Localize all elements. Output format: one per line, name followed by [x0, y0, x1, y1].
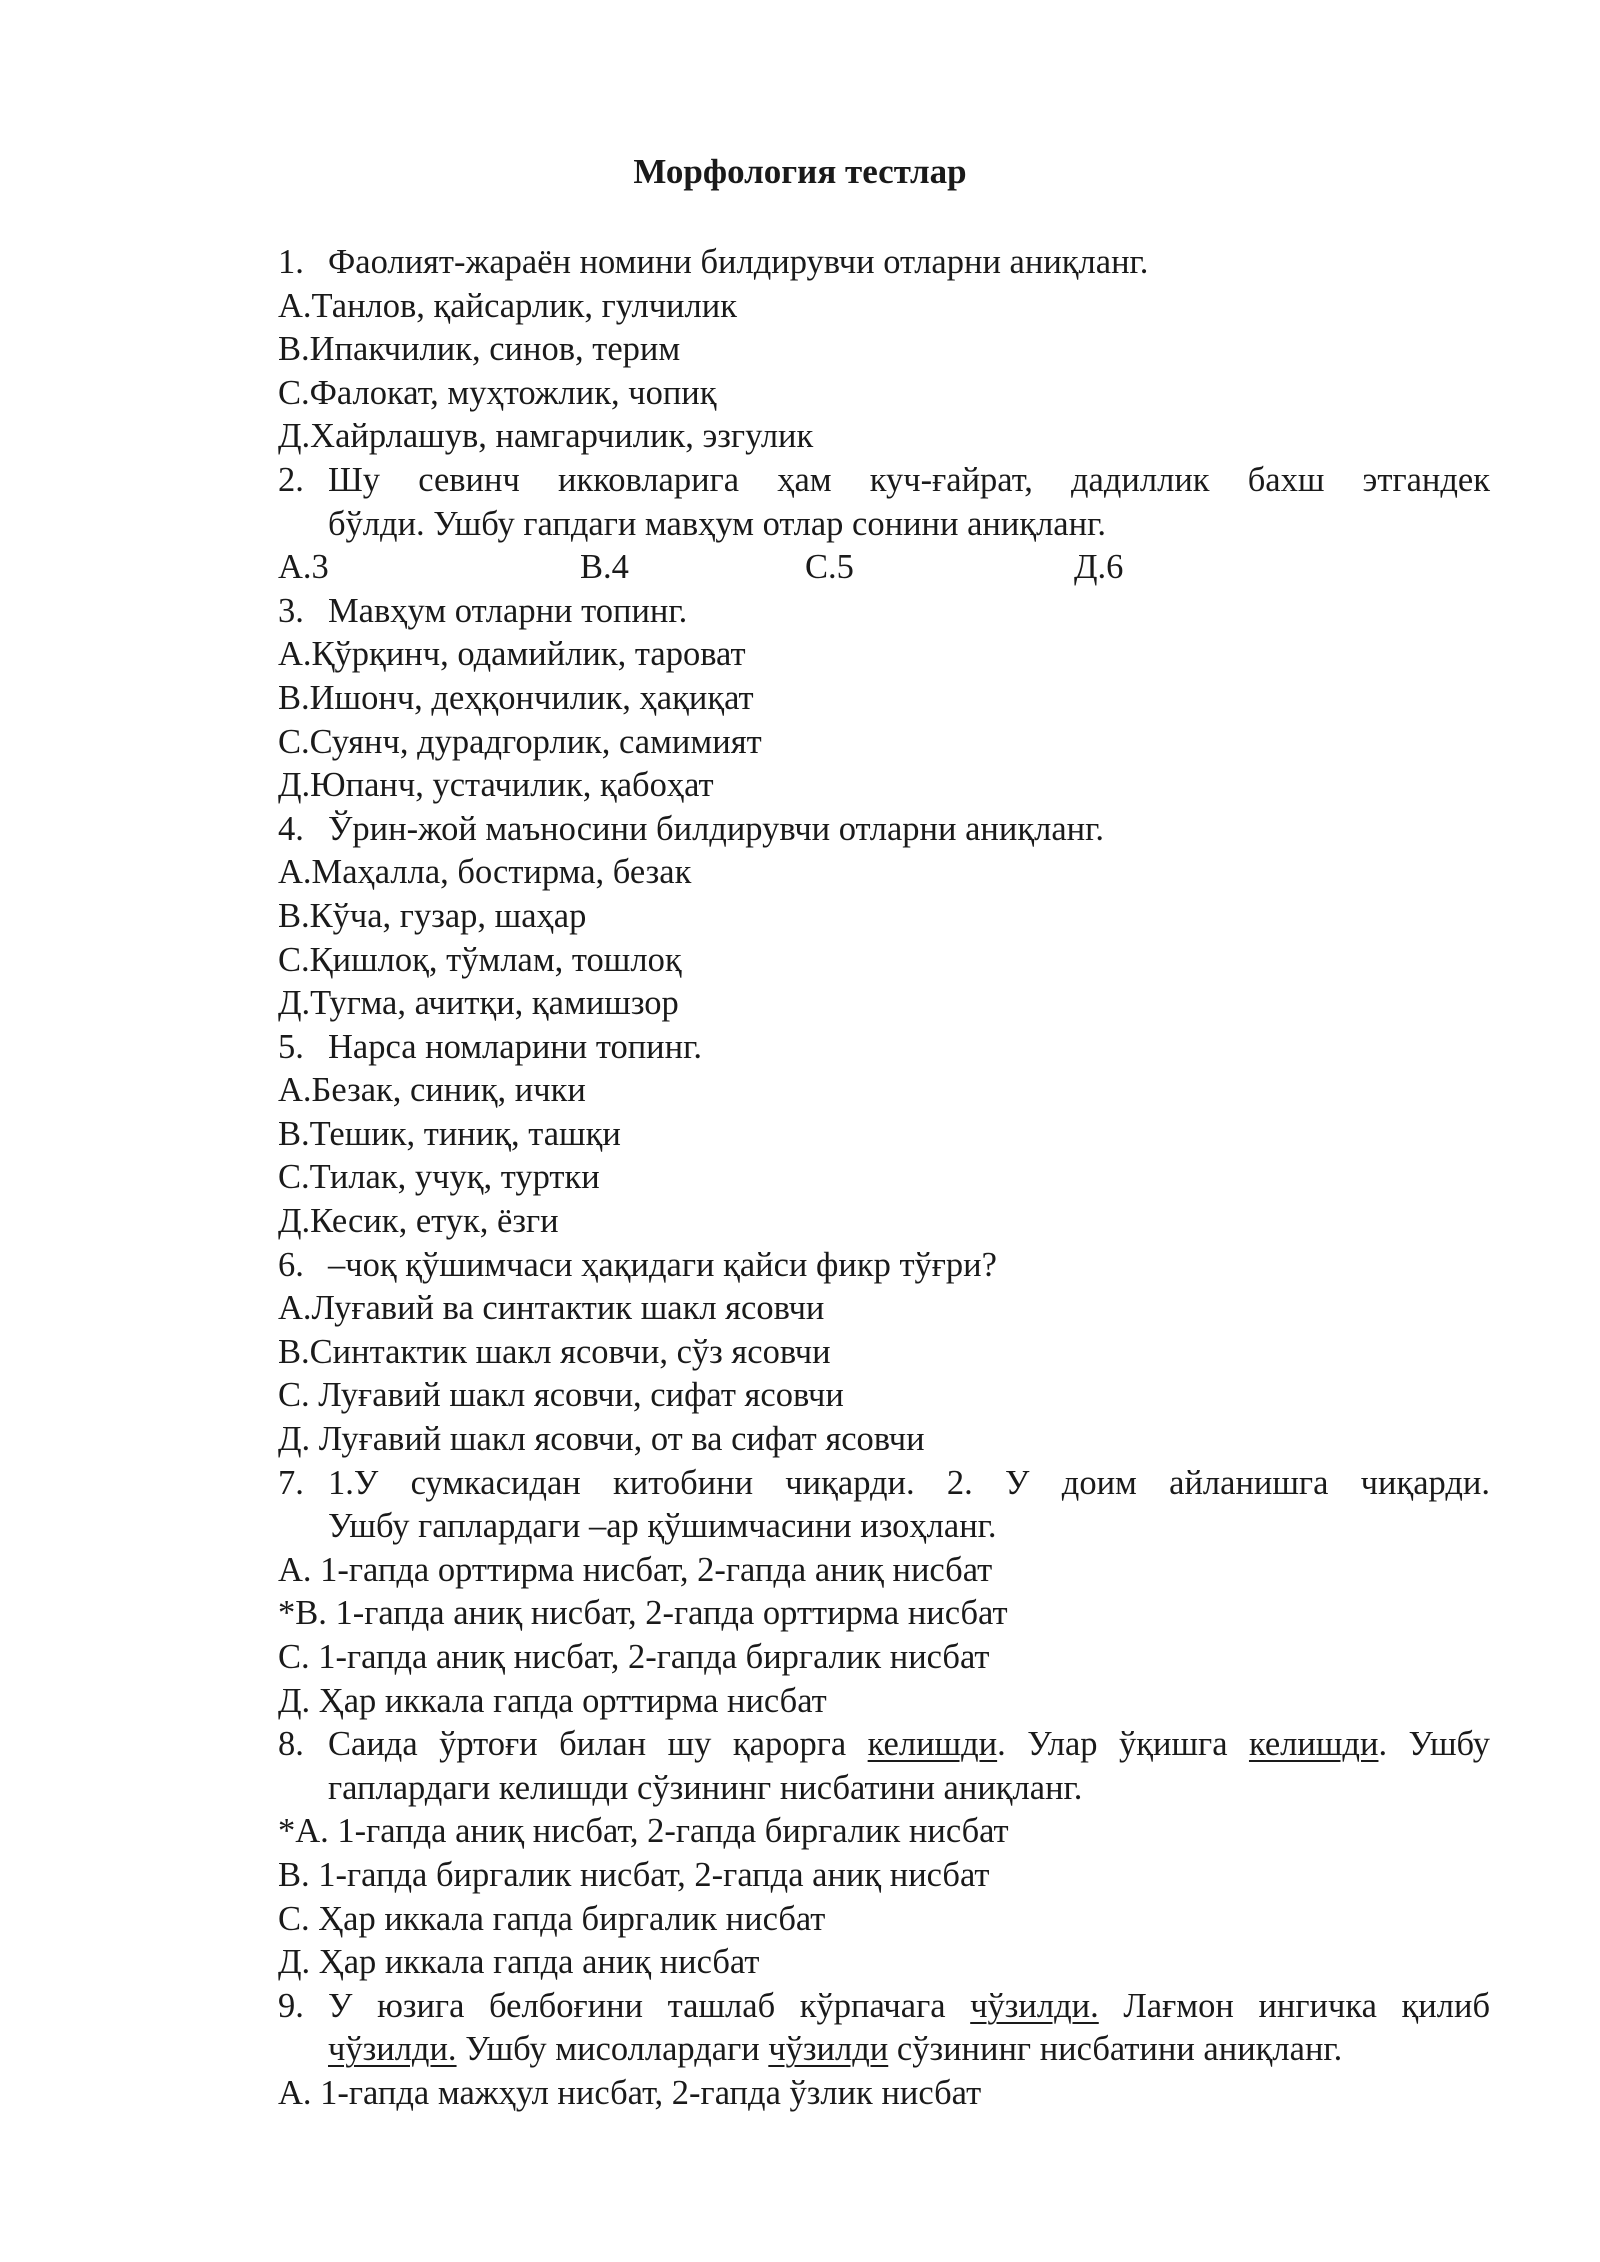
text-segment: сўзининг нисбатини аниқланг.: [888, 2030, 1343, 2069]
text-segment: . Улар ўқишга: [997, 1725, 1249, 1764]
underlined-word: чўзилди.: [328, 2030, 457, 2069]
option-c: С.Фалокат, муҳтожлик, чопиқ: [278, 373, 717, 412]
option-d: Д.Тугма, ачитқи, қамишзор: [278, 984, 679, 1023]
question-number: 1.: [278, 243, 304, 281]
option-b: В. 1-гапда биргалик нисбат, 2-гапда аниқ нисбат: [278, 1855, 990, 1894]
option-d: Д. Ҳар иккала гапда орттирма нисбат: [278, 1681, 827, 1720]
question-text: Фаолият-жараён номини билдирувчи отларни аниқланг.: [328, 243, 1149, 281]
text-segment: Лағмон ингичка қилиб: [1098, 1986, 1491, 2025]
question-text: –чоқ қўшимчаси ҳақидаги қайси фикр тўғри?: [328, 1245, 997, 1284]
option-c: С. Луғавий шакл ясовчи, сифат ясовчи: [278, 1376, 844, 1415]
option-a: А. 1-гапда орттирма нисбат, 2-гапда аниқ нисбат: [278, 1550, 993, 1589]
question-text-line2: бўлди. Ушбу гапдаги мавҳум отлар сонини аниқланг.: [328, 504, 1106, 543]
question-5: [278, 1026, 1490, 1070]
question-text-line2: [328, 2028, 1490, 2072]
question-2-cont: [278, 503, 1490, 547]
question-text: Нарса номларини топинг.: [328, 1027, 702, 1066]
text-segment: У юзига белбоғини ташлаб кўрпачага: [328, 1986, 971, 2025]
question-number: 7.: [278, 1463, 304, 1502]
question-text-line2: Ушбу гаплардаги –ар қўшимчасини изоҳланг.: [328, 1507, 997, 1546]
question-number: 2.: [278, 460, 304, 499]
option-d: Д.Юпанч, устачилик, қабоҳат: [278, 766, 714, 805]
question-text-line1: [328, 1723, 1490, 1767]
question-text-line1: 1.У сумкасидан китобини чиқарди. 2. У доим айланишга чиқарди.: [328, 1463, 1490, 1502]
question-4: [278, 808, 1490, 852]
question-text: Мавҳум отларни топинг.: [328, 591, 688, 630]
option-c: С.5: [805, 548, 854, 587]
question-9-cont: [278, 2028, 1490, 2072]
question-number: 6.: [278, 1245, 304, 1284]
option-b: В.Ишонч, деҳқончилик, ҳақиқат: [278, 678, 754, 717]
options-row: [278, 546, 1490, 590]
option-a: А.3: [278, 548, 329, 587]
option-a: А.Қўрқинч, одамийлик, тароват: [278, 635, 746, 674]
question-7-cont: [278, 1505, 1490, 1549]
question-6: [278, 1244, 1490, 1288]
question-9: [278, 1985, 1490, 2029]
question-number: 3.: [278, 591, 304, 630]
question-number: 8.: [278, 1725, 304, 1764]
underlined-word: чўзилди: [768, 2030, 889, 2069]
test-body: [278, 241, 1490, 2116]
question-text-line1: [328, 1985, 1490, 2029]
question-number: 4.: [278, 809, 304, 848]
option-d: Д. Луғавий шакл ясовчи, от ва сифат ясовчи: [278, 1420, 925, 1459]
option-a: А. 1-гапда мажҳул нисбат, 2-гапда ўзлик нисбат: [278, 2073, 982, 2112]
text-segment: Саида ўртоғи билан шу қарорга: [328, 1725, 868, 1764]
question-text: Ўрин-жой маъносини билдирувчи отларни аниқланг.: [328, 809, 1104, 848]
option-a: *А. 1-гапда аниқ нисбат, 2-гапда биргалик нисбат: [278, 1812, 1009, 1851]
option-c: С.Тилак, учуқ, туртки: [278, 1158, 600, 1197]
page-title: Морфология тестлар: [633, 152, 967, 191]
option-c: С. 1-гапда аниқ нисбат, 2-гапда биргалик нисбат: [278, 1638, 990, 1676]
option-b: В.Кўча, гузар, шаҳар: [278, 896, 587, 935]
option-b: В.Тешик, тиниқ, ташқи: [278, 1114, 621, 1153]
option-a: А.Маҳалла, бостирма, безак: [278, 853, 692, 892]
option-a: А.Безак, синиқ, ички: [278, 1071, 586, 1110]
option-d: Д.Хайрлашув, намгарчилик, эзгулик: [278, 417, 814, 456]
question-1: [278, 241, 1490, 285]
underlined-word: келишди: [867, 1725, 998, 1764]
question-7: [278, 1462, 1490, 1506]
option-c: С.Суянч, дурадгорлик, самимият: [278, 722, 762, 761]
option-b: В.Синтактик шакл ясовчи, сўз ясовчи: [278, 1332, 831, 1371]
option-b: *В. 1-гапда аниқ нисбат, 2-гапда орттирма нисбат: [278, 1594, 1008, 1633]
option-b: В.4: [580, 548, 629, 587]
option-d: Д.6: [1074, 548, 1124, 587]
text-segment: . Ушбу: [1378, 1725, 1490, 1764]
question-2: [278, 459, 1490, 503]
question-8-cont: [278, 1767, 1490, 1811]
question-number: 5.: [278, 1027, 304, 1066]
option-a: А.Танлов, қайсарлик, гулчилик: [278, 286, 737, 325]
question-text-line2: гаплардаги келишди сўзининг нисбатини аниқланг.: [328, 1768, 1083, 1807]
text-segment: Ушбу мисоллардаги: [456, 2030, 769, 2069]
option-a: А.Луғавий ва синтактик шакл ясовчи: [278, 1289, 825, 1328]
option-c: С.Қишлоқ, тўмлам, тошлоқ: [278, 940, 682, 979]
question-text-line1: Шу севинч икковларига ҳам куч-ғайрат, дадиллик бахш этгандек: [328, 460, 1490, 499]
underlined-word: келишди: [1248, 1725, 1379, 1764]
question-8: [278, 1723, 1490, 1767]
question-3: [278, 590, 1490, 634]
option-b: В.Ипакчилик, синов, терим: [278, 330, 681, 369]
underlined-word: чўзилди.: [970, 1986, 1099, 2025]
option-d: Д. Ҳар иккала гапда аниқ нисбат: [278, 1943, 760, 1982]
option-c: С. Ҳар иккала гапда биргалик нисбат: [278, 1899, 826, 1938]
option-d: Д.Кесик, етук, ёзги: [278, 1202, 559, 1241]
question-number: 9.: [278, 1986, 304, 2025]
